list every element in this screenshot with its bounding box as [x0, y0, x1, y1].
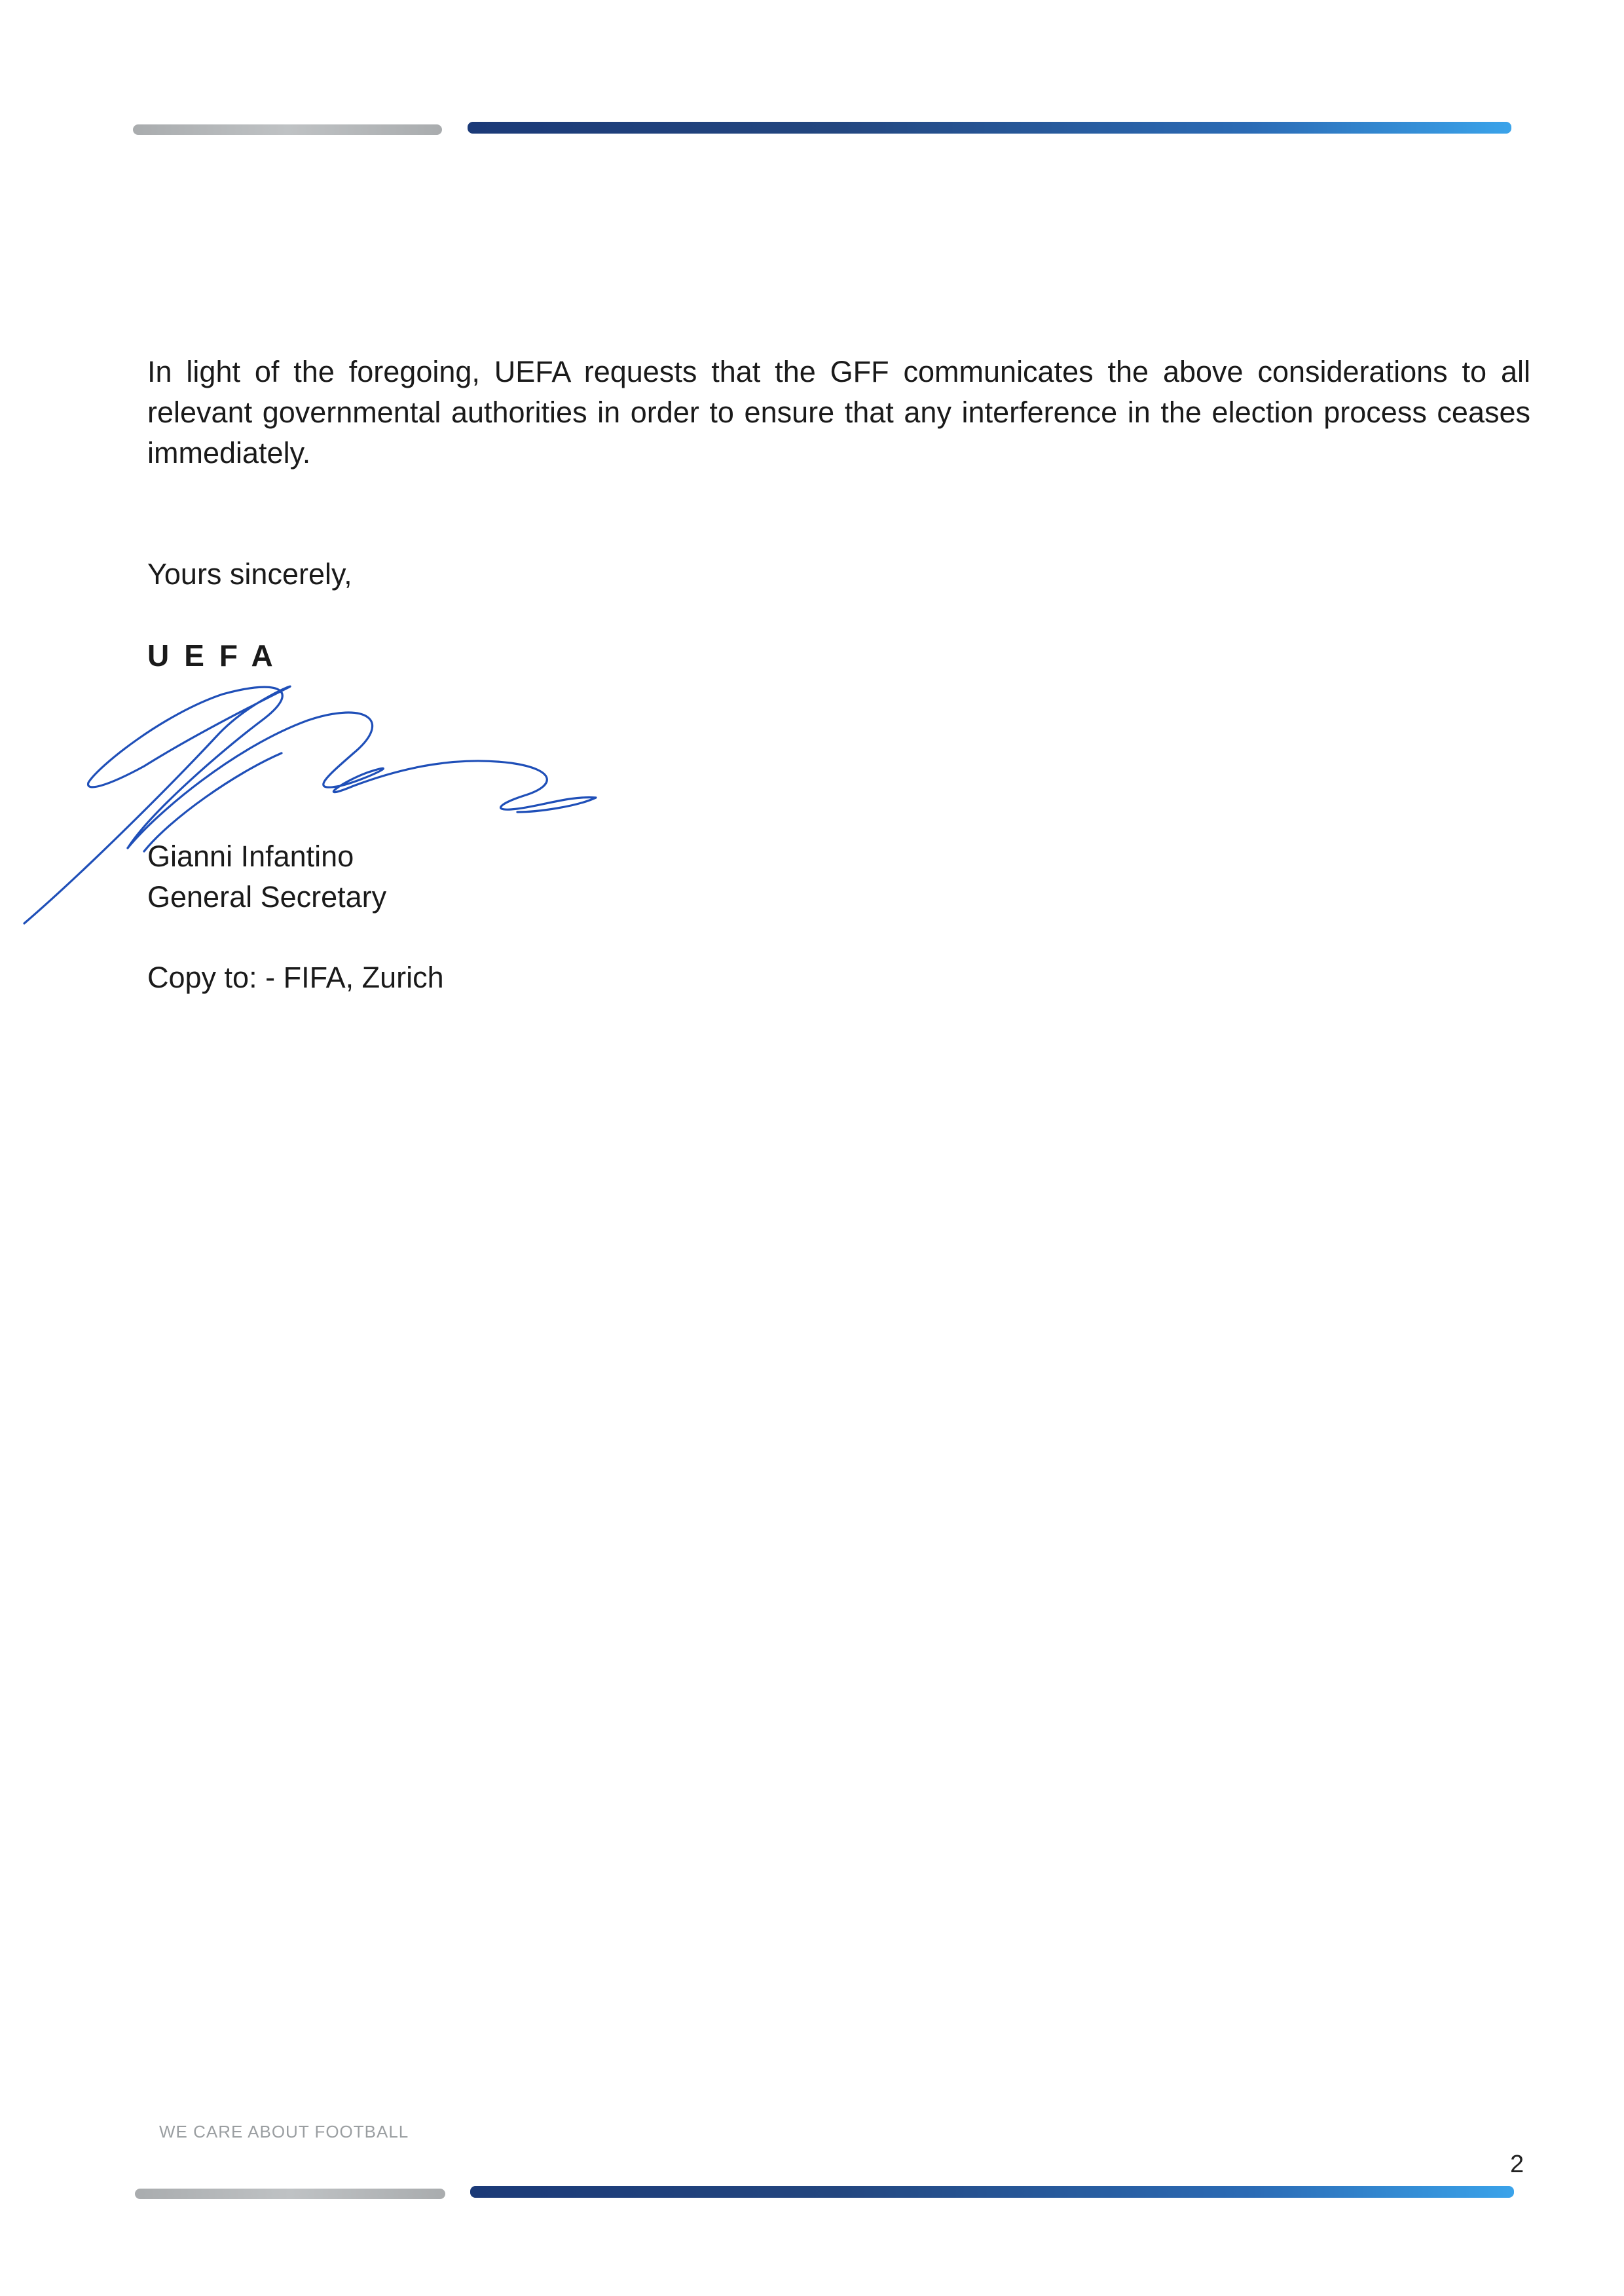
signatory-title: General Secretary [147, 880, 387, 914]
footer-blue-bar [470, 2186, 1514, 2198]
footer-grey-bar [135, 2189, 445, 2199]
closing-line: Yours sincerely, [147, 557, 352, 591]
header-blue-bar [468, 122, 1511, 134]
page-number: 2 [1510, 2151, 1524, 2178]
header-grey-bar [133, 124, 442, 135]
signatory-name: Gianni Infantino [147, 840, 354, 873]
organization-name: UEFA [147, 639, 288, 673]
letter-paragraph: In light of the foregoing, UEFA requests that the GFF communicates the above considerations to all relevant governmental authorities in order to ensure that any interference in the election process ceases immediately. [147, 355, 1530, 470]
footer-tagline: WE CARE ABOUT FOOTBALL [159, 2122, 409, 2141]
copy-to-line: Copy to: - FIFA, Zurich [147, 961, 444, 994]
